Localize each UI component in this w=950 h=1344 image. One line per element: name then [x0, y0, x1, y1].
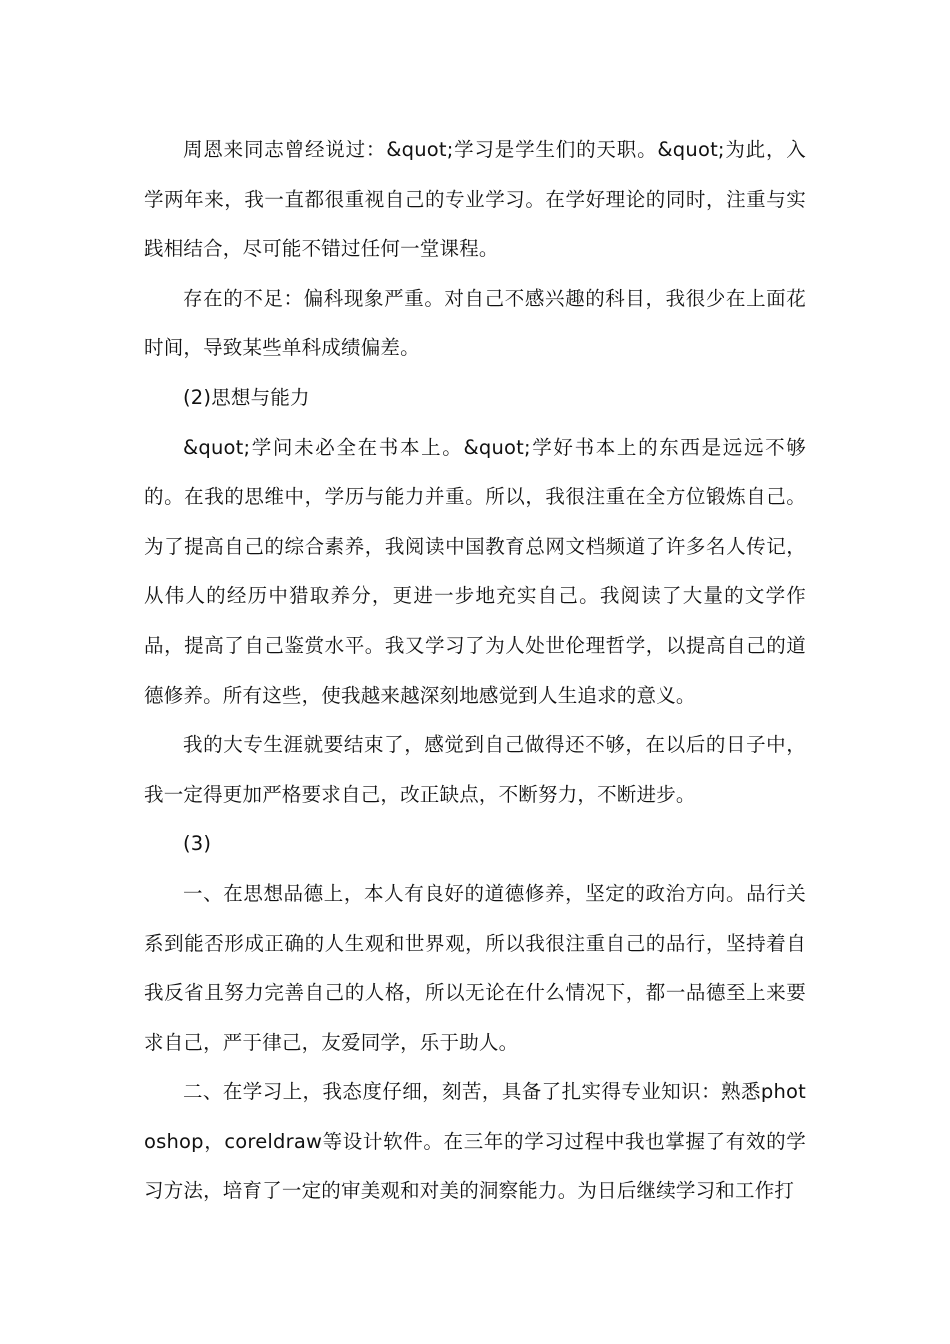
paragraph-conclusion: 我的大专生涯就要结束了，感觉到自己做得还不够，在以后的日子中，我一定得更加严格要求自己，改正缺点，不断努力，不断进步。 — [144, 733, 806, 806]
paragraph-shortcomings: 存在的不足：偏科现象严重。对自己不感兴趣的科目，我很少在上面花时间，导致某些单科成绩偏差。 — [144, 286, 806, 360]
document-body — [144, 125, 806, 1216]
paragraph-thinking-ability: &quot;学问未必全在书本上。&quot;学好书本上的东西是远远不够的。在我的思维中，学历与能力并重。所以，我很注重在全方位锻炼自己。为了提高自己的综合素养，我阅读中国教育总网文档频道了许多名人传记，从伟人的经历中猎取养分，更进一步地充实自己。我阅读了大量的文学作品，提高了自己鉴赏水平。我又学习了为人处世伦理哲学，以提高自己的道德修养。所有这些，使我越来越深刻地感觉到人生追求的意义。 — [144, 435, 806, 707]
paragraph-morality: 一、在思想品德上，本人有良好的道德修养，坚定的政治方向。品行关系到能否形成正确的人生观和世界观，所以我很注重自己的品行，坚持着自我反省且努力完善自己的人格，所以无论在什么情况下，都一品德至上来要求自己，严于律己，友爱同学，乐于助人。 — [144, 881, 806, 1054]
section-heading-2: (2)思想与能力 — [183, 385, 310, 409]
paragraph-study: 周恩来同志曾经说过：&quot;学习是学生们的天职。&quot;为此，入学两年来，我一直都很重视自己的专业学习。在学好理论的同时，注重与实践相结合，尽可能不错过任何一堂课程。 — [144, 138, 806, 261]
paragraph-learning: 二、在学习上，我态度仔细，刻苦，具备了扎实得专业知识：熟悉photoshop，coreldraw等设计软件。在三年的学习过程中我也掌握了有效的学习方法，培育了一定的审美观和对美的洞察能力。为日后继续学习和工作打 — [144, 1080, 806, 1203]
section-heading-3: (3) — [183, 832, 212, 856]
